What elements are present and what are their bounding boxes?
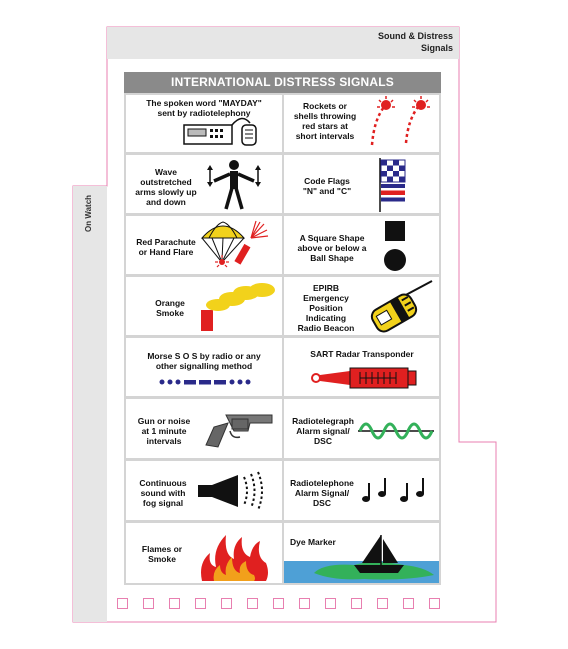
orange-smoke-icon	[126, 277, 282, 335]
checkbox[interactable]	[377, 598, 388, 609]
side-tab-label: On Watch	[84, 194, 93, 232]
telegraph-line-2: Alarm signal/	[296, 426, 350, 436]
cell-sart	[284, 338, 439, 396]
revolver-icon	[126, 399, 282, 458]
square-line-1: A Square Shape	[299, 233, 365, 243]
wave-line-4: and down	[146, 197, 186, 207]
gun-line-3: intervals	[146, 436, 182, 446]
telephone-line-2: Alarm Signal/	[294, 488, 350, 498]
telephone-line-3: DSC	[313, 498, 331, 508]
waving-person-icon	[126, 155, 282, 213]
morse-code-icon	[126, 338, 282, 396]
epirb-line-1: EPIRB	[313, 283, 339, 293]
checkbox[interactable]	[325, 598, 336, 609]
rockets-line-2: shells throwing	[293, 111, 357, 121]
checkbox[interactable]	[117, 598, 128, 609]
telegraph-line-3: DSC	[314, 436, 332, 446]
epirb-line-5: Radio Beacon	[297, 323, 355, 333]
telegraph-line-1: Radiotelegraph	[292, 416, 354, 426]
orange-line-2: Smoke	[156, 308, 184, 318]
fog-line-2: sound with	[140, 488, 186, 498]
section-header	[333, 30, 453, 54]
code-flags-icon	[284, 155, 439, 213]
morse-line-1: Morse S O S by radio or any	[147, 351, 261, 361]
header-line-1: Sound & Distress	[377, 31, 453, 41]
cell-morse-sos	[126, 338, 282, 396]
checkbox[interactable]	[143, 598, 154, 609]
flags-line-1: Code Flags	[304, 176, 350, 186]
vhf-radio-icon	[126, 95, 282, 152]
wave-line-1: Wave	[155, 167, 177, 177]
cell-radiotelegraph	[284, 399, 439, 458]
gun-line-2: at 1 minute	[141, 426, 187, 436]
rockets-icon	[284, 95, 439, 152]
checkbox[interactable]	[221, 598, 232, 609]
flags-line-2: "N" and "C"	[302, 186, 352, 196]
cell-gun	[126, 399, 282, 458]
epirb-line-3: Position	[309, 303, 343, 313]
wave-line-3: arms slowly up	[135, 187, 197, 197]
mayday-line-1: The spoken word "MAYDAY"	[146, 98, 262, 108]
dye-marker-boat-icon	[284, 523, 439, 583]
sart-transponder-icon	[284, 338, 439, 396]
cell-square-ball	[284, 216, 439, 274]
parachute-flare-icon	[126, 216, 282, 274]
panel-title: INTERNATIONAL DISTRESS SIGNALS	[124, 72, 441, 93]
checkbox-row	[117, 598, 440, 609]
dye-line-1: Dye Marker	[290, 537, 336, 547]
checkbox[interactable]	[403, 598, 414, 609]
checkbox[interactable]	[351, 598, 362, 609]
left-strip	[73, 186, 107, 622]
cell-radiotelephone	[284, 461, 439, 520]
cell-fog-signal	[126, 461, 282, 520]
sine-wave-icon	[284, 399, 439, 458]
flames-line-1: Flames or	[141, 544, 183, 554]
orange-line-1: Orange	[155, 298, 185, 308]
mayday-line-2: sent by radiotelephony	[157, 108, 251, 118]
cell-rockets	[284, 95, 439, 152]
sart-line-1: SART Radar Transponder	[310, 349, 414, 359]
cell-orange-smoke	[126, 277, 282, 335]
rockets-line-1: Rockets or	[303, 101, 347, 111]
epirb-line-4: Indicating	[305, 313, 347, 323]
checkbox[interactable]	[429, 598, 440, 609]
cell-parachute-flare	[126, 216, 282, 274]
square-line-2: above or below a	[297, 243, 367, 253]
flames-line-2: Smoke	[148, 554, 176, 564]
square-ball-shapes-icon	[284, 216, 439, 274]
checkbox[interactable]	[299, 598, 310, 609]
checkbox[interactable]	[273, 598, 284, 609]
telephone-line-1: Radiotelephone	[290, 478, 354, 488]
checkbox[interactable]	[169, 598, 180, 609]
fog-horn-icon	[126, 461, 282, 520]
cell-code-flags	[284, 155, 439, 213]
fog-line-1: Continuous	[139, 478, 187, 488]
epirb-beacon-icon	[284, 277, 439, 335]
checkbox[interactable]	[195, 598, 206, 609]
gun-line-1: Gun or noise	[137, 416, 191, 426]
cell-flames	[126, 523, 282, 583]
rockets-line-4: short intervals	[295, 131, 355, 141]
square-line-3: Ball Shape	[310, 253, 354, 263]
morse-line-2: other signalling method	[155, 361, 253, 371]
parachute-line-2: or Hand Flare	[138, 247, 194, 257]
cell-mayday	[126, 95, 282, 152]
checkbox[interactable]	[247, 598, 258, 609]
cell-dye-marker	[284, 523, 439, 583]
parachute-line-1: Red Parachute	[136, 237, 196, 247]
cell-epirb	[284, 277, 439, 335]
epirb-line-2: Emergency	[303, 293, 349, 303]
header-line-2: Signals	[420, 43, 453, 53]
wave-line-2: outstretched	[140, 177, 192, 187]
flames-icon	[126, 523, 282, 583]
fog-line-3: fog signal	[142, 498, 184, 508]
rockets-line-3: red stars at	[302, 121, 348, 131]
music-notes-icon	[284, 461, 439, 520]
cell-wave-arms	[126, 155, 282, 213]
